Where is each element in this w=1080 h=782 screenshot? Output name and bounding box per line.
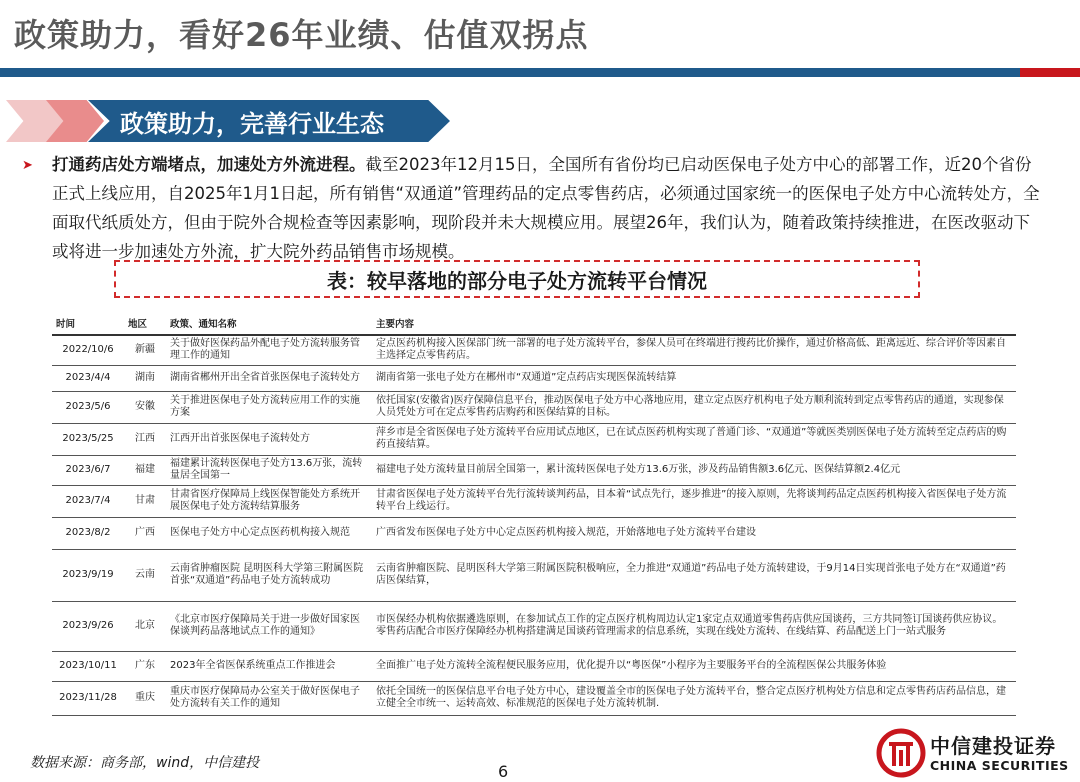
policy-table bbox=[52, 312, 1016, 716]
table-row bbox=[52, 651, 1016, 681]
cell-region: 甘肃 bbox=[124, 485, 166, 517]
cell-region: 北京 bbox=[124, 601, 166, 651]
footer-source: 数据来源：商务部，wind，中信建投 bbox=[30, 755, 260, 771]
cell-policy: 云南省肿瘤医院 昆明医科大学第三附属医院首张“双通道”药品电子处方流转成功 bbox=[166, 549, 372, 601]
logo-text-en: CHINA SECURITIES bbox=[930, 758, 1069, 773]
cell-policy: 江西开出首张医保电子流转处方 bbox=[166, 423, 372, 455]
paragraph-lead: 打通药店处方端堵点，加速处方外流进程。 bbox=[52, 155, 366, 174]
cell-content: 云南省肿瘤医院、昆明医科大学第三附属医院积极响应，全力推进“双通道”药品电子处方流转建设，于9月14日实现首张电子处方在“双通道”药店医保结算， bbox=[372, 549, 1016, 601]
cell-date: 2023/5/25 bbox=[52, 423, 124, 455]
cell-policy: 福建累计流转医保电子处方13.6万张，流转量居全国第一 bbox=[166, 455, 372, 485]
company-logo bbox=[876, 726, 1076, 780]
table-row bbox=[52, 335, 1016, 365]
cell-date: 2023/9/19 bbox=[52, 549, 124, 601]
paragraph-text: 截至2023年12月15日，全国所有省份均已启动医保电子处方中心的部署工作，近20个省份正式上线应用，自2025年1月1日起，所有销售“双通道”管理药品的定点零售药店，必须通过国家统一的医保电子处方中心流转处方，全面取代纸质处方，但由于院外合规检查等因素影响，现阶段并未大规模应用。展望26年，我们认为，随着政策持续推进，在医改驱动下或将进一步加速处方外流，扩大院外药品销售市场规模。 bbox=[52, 155, 1040, 261]
header-region: 地区 bbox=[124, 312, 166, 335]
cell-policy: 医保电子处方中心定点医药机构接入规范 bbox=[166, 517, 372, 549]
body-paragraph bbox=[52, 150, 1042, 266]
cell-policy: 甘肃省医疗保障局上线医保智能处方系统开展医保电子处方流转结算服务 bbox=[166, 485, 372, 517]
table-row bbox=[52, 423, 1016, 455]
cell-content: 依托国家(安徽省)医疗保障信息平台，推动医保电子处方中心落地应用，建立定点医疗机构电子处方顺利流转到定点零售药店的通道，实现参保人员凭处方可在定点零售药店购药和医保结算的目标。 bbox=[372, 391, 1016, 423]
cell-date: 2023/9/26 bbox=[52, 601, 124, 651]
cell-policy: 重庆市医疗保障局办公室关于做好医保电子处方流转有关工作的通知 bbox=[166, 681, 372, 715]
cell-date: 2023/10/11 bbox=[52, 651, 124, 681]
cell-content: 定点医药机构接入医保部门统一部署的电子处方流转平台，参保人员可在终端进行搜药比价操作，通过价格高低、距离远近、综合评价等因素自主选择定点零售药店。 bbox=[372, 335, 1016, 365]
cell-date: 2023/5/6 bbox=[52, 391, 124, 423]
table-caption: 表：较早落地的部分电子处方流转平台情况 bbox=[327, 268, 707, 293]
cell-policy: 2023年全省医保系统重点工作推进会 bbox=[166, 651, 372, 681]
cell-date: 2022/10/6 bbox=[52, 335, 124, 365]
cell-date: 2023/6/7 bbox=[52, 455, 124, 485]
table-row bbox=[52, 517, 1016, 549]
title-rule bbox=[0, 68, 1080, 77]
cell-content: 依托全国统一的医保信息平台电子处方中心，建设覆盖全市的医保电子处方流转平台，整合定点医疗机构处方信息和定点零售药店药品信息，建立健全全市统一、运转高效、标准规范的医保电子处方流转机制. bbox=[372, 681, 1016, 715]
logo-text-cn: 中信建投证券 bbox=[930, 734, 1056, 758]
header-main-content: 主要内容 bbox=[372, 312, 1016, 335]
table-caption-box bbox=[114, 260, 920, 298]
cell-region: 湖南 bbox=[124, 365, 166, 391]
header-policy-name: 政策、通知名称 bbox=[166, 312, 372, 335]
cell-content: 广西省发布医保电子处方中心定点医药机构接入规范，开始落地电子处方流转平台建设 bbox=[372, 517, 1016, 549]
cell-region: 广西 bbox=[124, 517, 166, 549]
table-row bbox=[52, 549, 1016, 601]
header-time: 时间 bbox=[52, 312, 124, 335]
cell-region: 重庆 bbox=[124, 681, 166, 715]
cell-policy: 湖南省郴州开出全省首张医保电子流转处方 bbox=[166, 365, 372, 391]
cell-region: 广东 bbox=[124, 651, 166, 681]
cell-region: 云南 bbox=[124, 549, 166, 601]
page-title: 政策助力，看好26年业绩、估值双拐点 bbox=[14, 16, 589, 54]
citic-logo-icon bbox=[876, 728, 926, 778]
cell-policy: 《北京市医疗保障局关于进一步做好国家医保谈判药品落地试点工作的通知》 bbox=[166, 601, 372, 651]
cell-date: 2023/11/28 bbox=[52, 681, 124, 715]
cell-content: 甘肃省医保电子处方流转平台先行流转谈判药品，目本着“试点先行，逐步推进”的接入原则，先将谈判药品定点医药机构接入省医保电子处方流转平台上线运行。 bbox=[372, 485, 1016, 517]
table-row bbox=[52, 485, 1016, 517]
cell-content: 湖南省第一张电子处方在郴州市“双通道”定点药店实现医保流转结算 bbox=[372, 365, 1016, 391]
cell-content: 萍乡市是全省医保电子处方流转平台应用试点地区，已在试点医药机构实现了普通门诊、“双通道”等就医类别医保电子处方流转至定点药店的购药直接结算。 bbox=[372, 423, 1016, 455]
page-number: 6 bbox=[498, 762, 509, 781]
cell-date: 2023/8/2 bbox=[52, 517, 124, 549]
table-header-row bbox=[52, 312, 1016, 335]
cell-region: 安徽 bbox=[124, 391, 166, 423]
cell-content: 全面推广电子处方流转全流程便民服务应用，优化提升以“粤医保”小程序为主要服务平台的全流程医保公共服务体验 bbox=[372, 651, 1016, 681]
cell-region: 江西 bbox=[124, 423, 166, 455]
table-row bbox=[52, 391, 1016, 423]
cell-policy: 关于推进医保电子处方流转应用工作的实施方案 bbox=[166, 391, 372, 423]
table-row bbox=[52, 601, 1016, 651]
bullet-arrow-icon: ➤ bbox=[22, 158, 33, 173]
cell-content: 福建电子处方流转量目前居全国第一，累计流转医保电子处方13.6万张，涉及药品销售额3.6亿元、医保结算额2.4亿元 bbox=[372, 455, 1016, 485]
cell-date: 2023/7/4 bbox=[52, 485, 124, 517]
table-row bbox=[52, 365, 1016, 391]
cell-date: 2023/4/4 bbox=[52, 365, 124, 391]
title-rule-accent bbox=[1020, 68, 1080, 77]
cell-region: 新疆 bbox=[124, 335, 166, 365]
cell-policy: 关于做好医保药品外配电子处方流转服务管理工作的通知 bbox=[166, 335, 372, 365]
cell-region: 福建 bbox=[124, 455, 166, 485]
section-banner-title: 政策助力，完善行业生态 bbox=[120, 110, 384, 138]
table-row bbox=[52, 681, 1016, 715]
table-row bbox=[52, 455, 1016, 485]
cell-content: 市医保经办机构依据遴选原则，在参加试点工作的定点医疗机构周边认定1家定点双通道零售药店供应国谈药，三方共同签订国谈药供应协议。零售药店配合市医疗保障经办机构搭建满足国谈药管理需求的信息系统，实现在线处方流转、在线结算、药品配送上门一站式服务 bbox=[372, 601, 1016, 651]
